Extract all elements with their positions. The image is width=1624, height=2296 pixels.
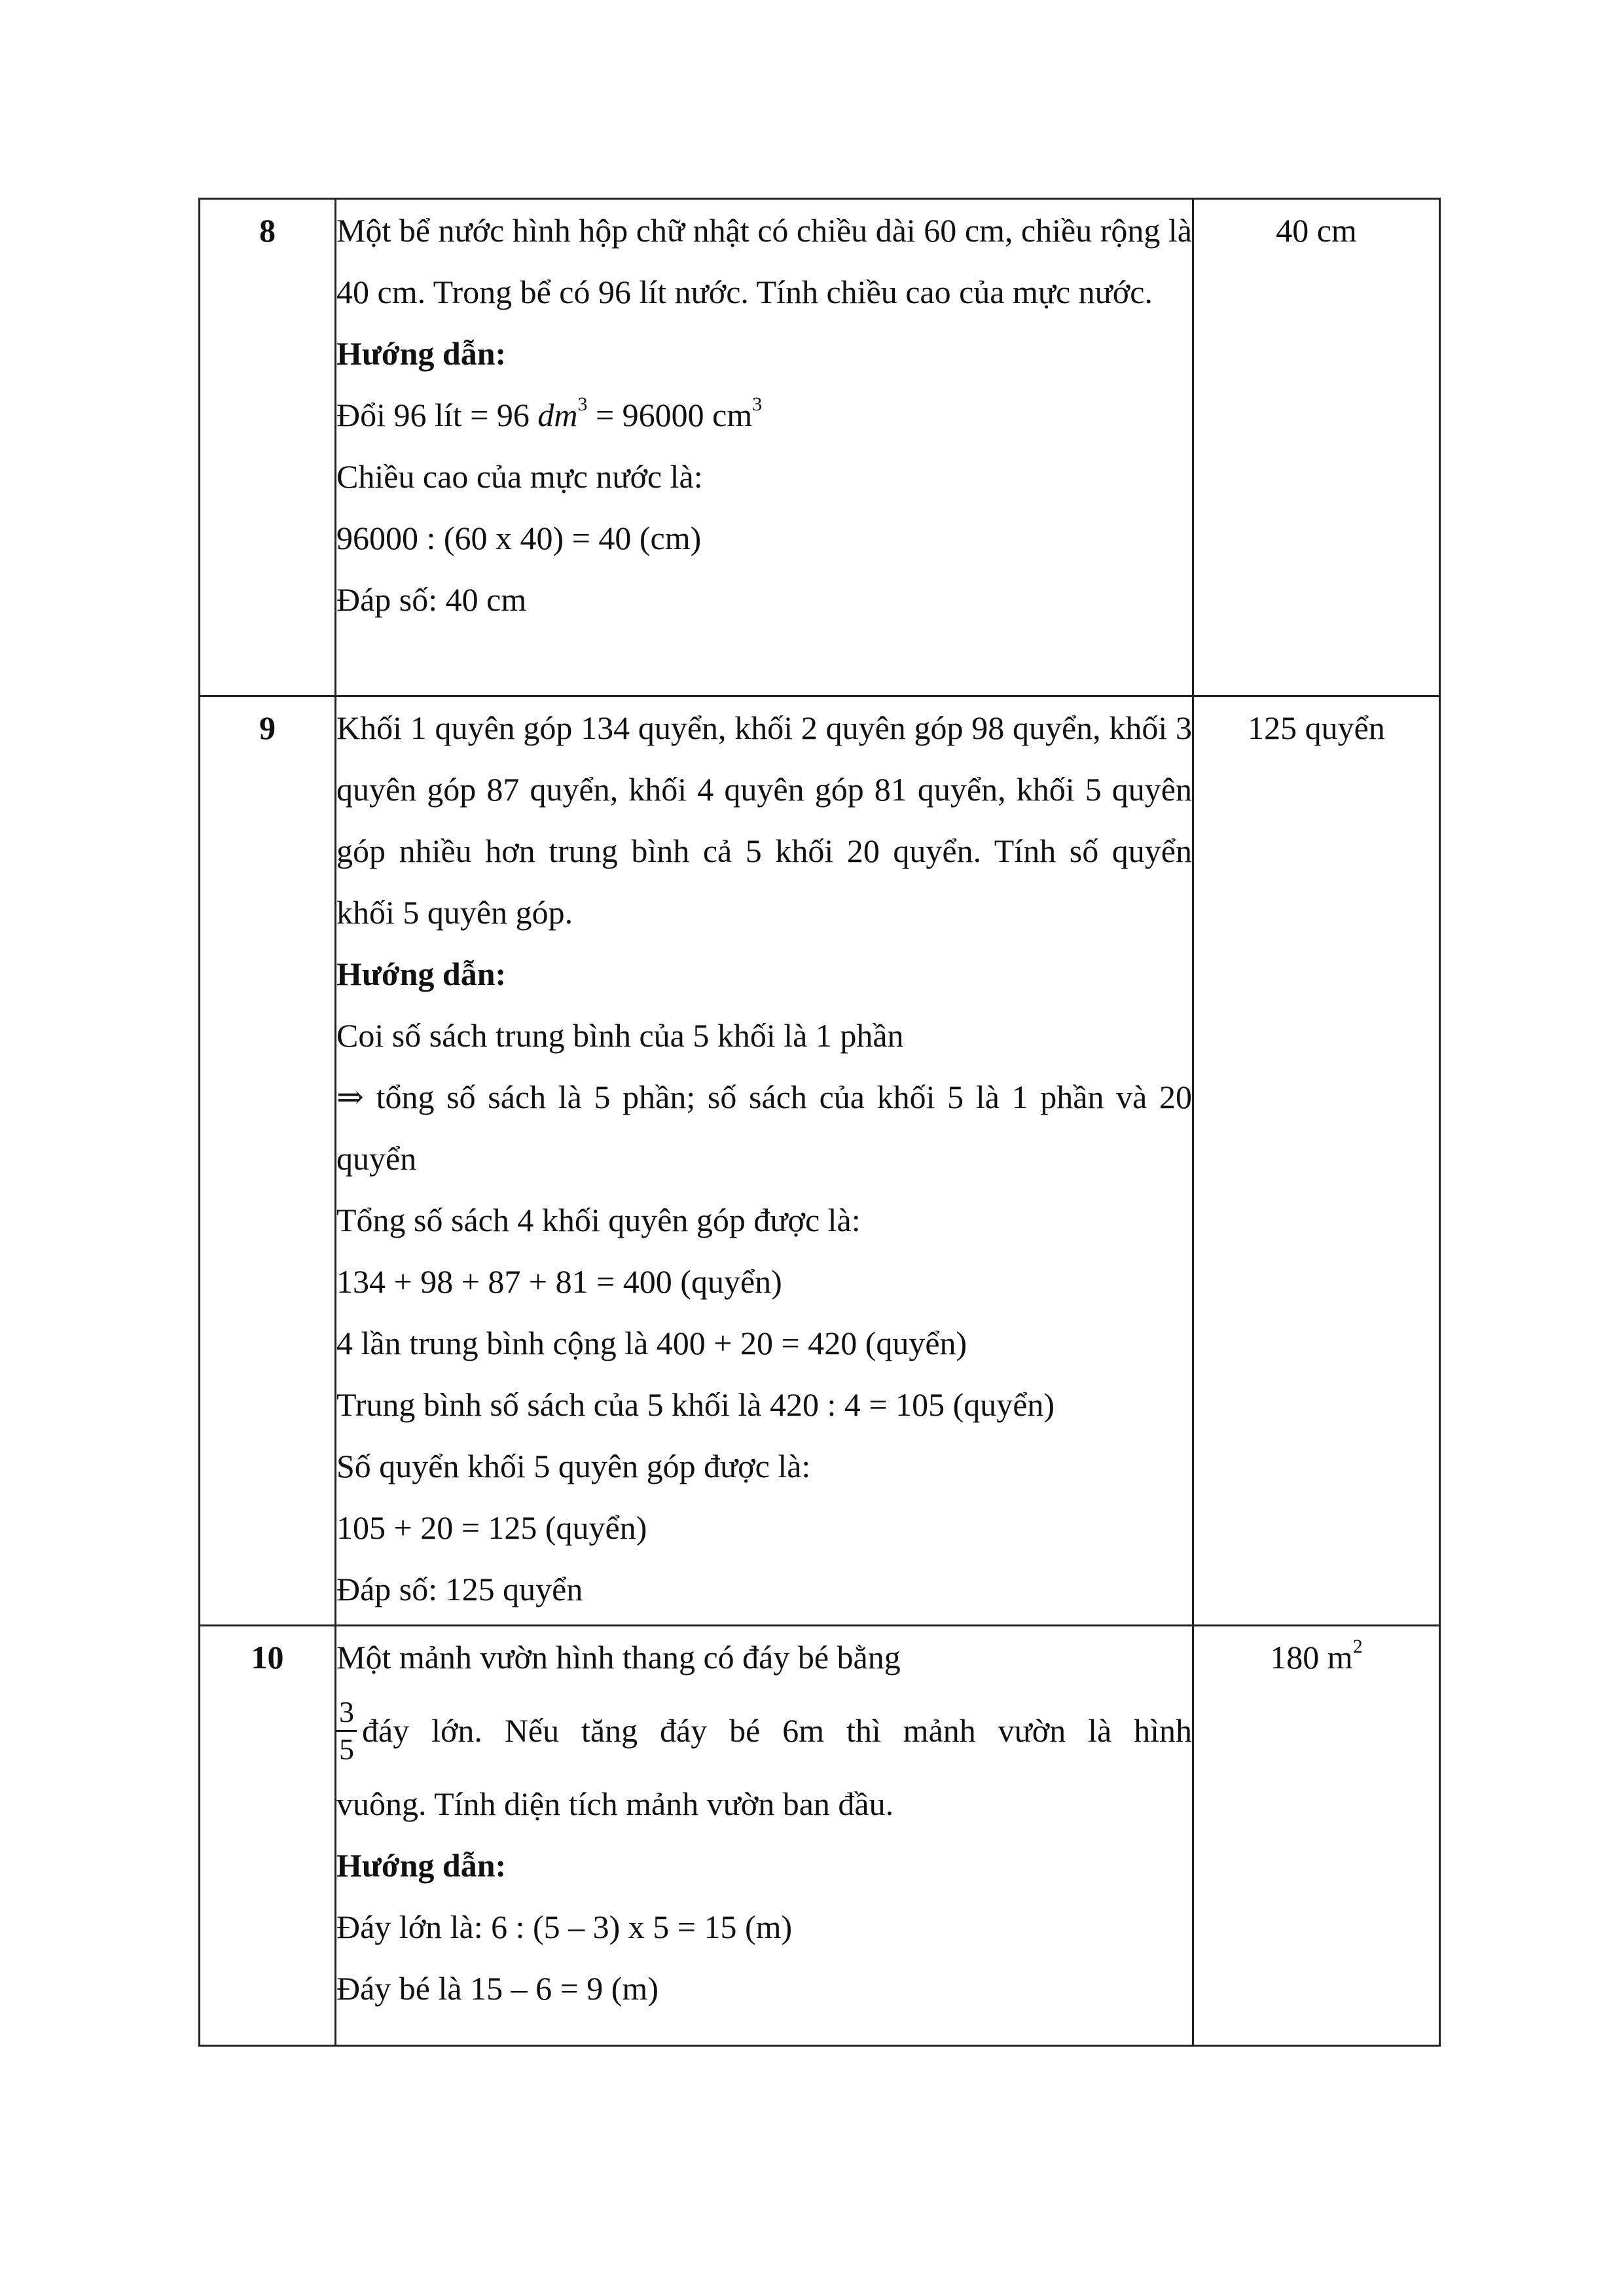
answer-table — [198, 198, 1441, 2047]
solution-line: Chiều cao của mực nước là: — [336, 458, 703, 495]
question-text: vuông. Tính diện tích mảnh vườn ban đầu. — [336, 1785, 894, 1822]
table-row — [200, 1626, 1440, 2046]
solution-line: ⇒ tổng số sách là 5 phần; số sách của khối 5 là 1 phần và 20 quyển — [336, 1079, 1192, 1177]
solution-line: Số quyển khối 5 quyên góp được là: — [336, 1448, 811, 1484]
final-answer-line: Đáp số: 40 cm — [336, 581, 527, 618]
question-number: 10 — [200, 1626, 336, 2046]
question-cell — [336, 199, 1193, 696]
question-number: 8 — [200, 199, 336, 696]
final-answer-line: Đáp số: 125 quyển — [336, 1571, 583, 1607]
guide-heading: Hướng dẫn: — [336, 1847, 507, 1884]
guide-heading: Hướng dẫn: — [336, 335, 507, 372]
solution-line: Đổi 96 lít = 96 $dm^3 = 96000$ $cm^3$ — [336, 393, 763, 433]
solution-line: Coi số sách trung bình của 5 khối là 1 phần — [336, 1017, 904, 1054]
answer-cell: 180 $m^2$ — [1193, 1626, 1440, 2046]
solution-line: 134 + 98 + 87 + 81 = 400 (quyển) — [336, 1263, 782, 1300]
question-text: Một mảnh vườn hình thang có đáy bé bằng — [336, 1639, 901, 1676]
solution-line: Tổng số sách 4 khối quyên góp được là: — [336, 1202, 861, 1238]
question-text: Khối 1 quyên góp 134 quyển, khối 2 quyên góp 98 quyển, khối 3 quyên góp 87 quyển, khối 4 quyên góp 81 quyển, khối 5 quyên góp nhiều hơn trung bình cả 5 khối 20 quyển. Tính số quyển khối 5 quyên góp. — [336, 709, 1192, 931]
solution-line: Trung bình số sách của 5 khối là 420 : 4 = 105 (quyển) — [336, 1386, 1055, 1423]
solution-line: 96000 : (60 x 40) = 40 (cm) — [336, 520, 702, 556]
question-cell — [336, 696, 1193, 1626]
solution-line: 105 + 20 = 125 (quyển) — [336, 1509, 647, 1546]
question-text: $\frac{3}{5}$ đáy lớn. Nếu tăng đáy bé 6m thì mảnh vườn là hình — [336, 1688, 1192, 1773]
answer-cell: 40 cm — [1193, 199, 1440, 696]
table-row — [200, 696, 1440, 1626]
solution-line: Đáy lớn là: 6 : (5 – 3) x 5 = 15 (m) — [336, 1909, 793, 1945]
question-text: Một bể nước hình hộp chữ nhật có chiều dài 60 cm, chiều rộng là 40 cm. Trong bể có 96 lít nước. Tính chiều cao của mực nước. — [336, 212, 1192, 310]
question-number: 9 — [200, 696, 336, 1626]
fraction: $\frac{3}{5}$ — [336, 1695, 357, 1767]
solution-line: Đáy bé là 15 – 6 = 9 (m) — [336, 1970, 659, 2007]
answer-cell: 125 quyển — [1193, 696, 1440, 1626]
question-cell — [336, 1626, 1193, 2046]
solution-line: 4 lần trung bình cộng là 400 + 20 = 420 (quyển) — [336, 1325, 967, 1361]
table-row — [200, 199, 1440, 696]
guide-heading: Hướng dẫn: — [336, 956, 507, 992]
